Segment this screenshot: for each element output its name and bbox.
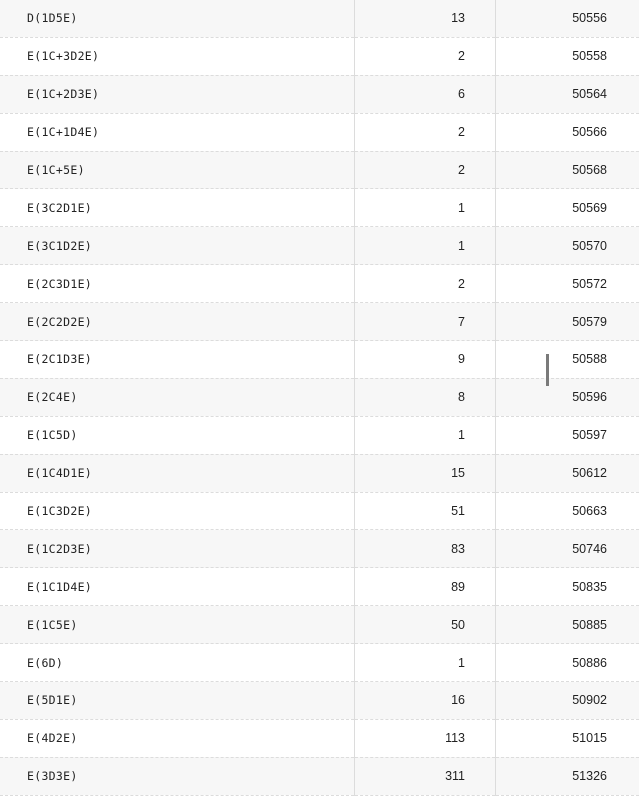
cell-cumulative: 50885	[496, 606, 639, 644]
cell-count: 7	[355, 303, 496, 341]
cell-name: E(1C2D3E)	[0, 530, 355, 568]
cell-name: E(2C4E)	[0, 378, 355, 416]
cell-count: 2	[355, 151, 496, 189]
cell-name: E(3C2D1E)	[0, 189, 355, 227]
cell-cumulative: 50570	[496, 227, 639, 265]
table-row	[0, 303, 639, 341]
cell-cumulative: 50569	[496, 189, 639, 227]
table-row	[0, 644, 639, 682]
cell-cumulative: 50579	[496, 303, 639, 341]
cell-count: 9	[355, 341, 496, 379]
table-row	[0, 682, 639, 720]
table-row	[0, 0, 639, 37]
cell-count: 2	[355, 265, 496, 303]
cell-name: E(1C+5E)	[0, 151, 355, 189]
cell-name: E(6D)	[0, 644, 355, 682]
table-row	[0, 265, 639, 303]
cell-name: E(1C1D4E)	[0, 568, 355, 606]
cell-count: 13	[355, 0, 496, 37]
cell-name: E(1C4D1E)	[0, 454, 355, 492]
cell-cumulative: 50886	[496, 644, 639, 682]
table-row	[0, 568, 639, 606]
cell-count: 311	[355, 757, 496, 795]
cell-count: 6	[355, 75, 496, 113]
scrollbar-handle[interactable]	[546, 354, 549, 386]
cell-count: 15	[355, 454, 496, 492]
table-row	[0, 189, 639, 227]
cell-name: E(1C+3D2E)	[0, 37, 355, 75]
table-row	[0, 757, 639, 795]
cell-cumulative: 50902	[496, 682, 639, 720]
table-row	[0, 416, 639, 454]
cell-name: E(1C3D2E)	[0, 492, 355, 530]
cell-name: E(3C1D2E)	[0, 227, 355, 265]
cell-name: E(4D2E)	[0, 719, 355, 757]
cell-name: E(1C+2D3E)	[0, 75, 355, 113]
cell-count: 8	[355, 378, 496, 416]
cell-cumulative: 50566	[496, 113, 639, 151]
cell-name: E(1C5D)	[0, 416, 355, 454]
cell-count: 2	[355, 113, 496, 151]
cell-count: 83	[355, 530, 496, 568]
cell-cumulative: 50568	[496, 151, 639, 189]
cell-count: 113	[355, 719, 496, 757]
table-row	[0, 341, 639, 379]
table-row	[0, 227, 639, 265]
cell-cumulative: 50596	[496, 378, 639, 416]
table-row	[0, 75, 639, 113]
cell-name: E(2C3D1E)	[0, 265, 355, 303]
cell-cumulative: 51326	[496, 757, 639, 795]
table-row	[0, 37, 639, 75]
table-row	[0, 378, 639, 416]
table-row	[0, 113, 639, 151]
table-row	[0, 719, 639, 757]
cell-cumulative: 50558	[496, 37, 639, 75]
cell-cumulative: 50612	[496, 454, 639, 492]
cell-count: 2	[355, 37, 496, 75]
cell-count: 1	[355, 416, 496, 454]
cell-name: E(3D3E)	[0, 757, 355, 795]
cell-name: E(2C1D3E)	[0, 341, 355, 379]
cell-name: E(1C5E)	[0, 606, 355, 644]
cell-cumulative: 50835	[496, 568, 639, 606]
cell-cumulative: 50572	[496, 265, 639, 303]
cell-cumulative: 50588	[496, 341, 639, 379]
table-row	[0, 454, 639, 492]
table-row	[0, 151, 639, 189]
cell-cumulative: 50556	[496, 0, 639, 37]
cell-count: 1	[355, 644, 496, 682]
cell-count: 1	[355, 227, 496, 265]
cell-cumulative: 50746	[496, 530, 639, 568]
cell-name: E(2C2D2E)	[0, 303, 355, 341]
cell-count: 16	[355, 682, 496, 720]
cell-cumulative: 51015	[496, 719, 639, 757]
cell-cumulative: 50564	[496, 75, 639, 113]
cell-count: 1	[355, 189, 496, 227]
cell-count: 51	[355, 492, 496, 530]
table-row	[0, 606, 639, 644]
cell-name: D(1D5E)	[0, 0, 355, 37]
cell-name: E(5D1E)	[0, 682, 355, 720]
table-row	[0, 492, 639, 530]
cell-count: 89	[355, 568, 496, 606]
cell-name: E(1C+1D4E)	[0, 113, 355, 151]
cell-count: 50	[355, 606, 496, 644]
cell-cumulative: 50663	[496, 492, 639, 530]
table-row	[0, 530, 639, 568]
cell-cumulative: 50597	[496, 416, 639, 454]
